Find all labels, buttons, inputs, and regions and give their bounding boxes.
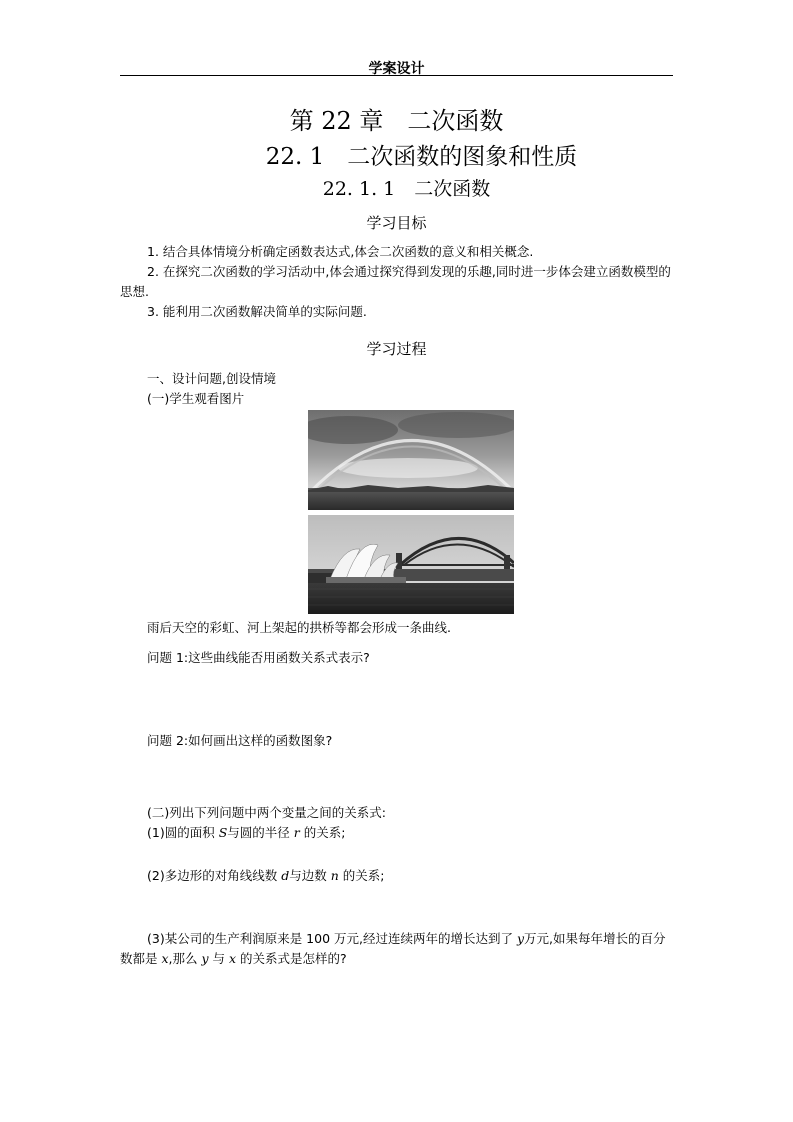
question1-block (120, 648, 673, 668)
question-2: 问题 2:如何画出这样的函数图象? (147, 733, 333, 748)
question2-block (120, 731, 673, 751)
objective-item: 1. 结合具体情境分析确定函数表达式,体会二次函数的意义和相关概念. (147, 244, 534, 259)
variable-x: x (161, 951, 169, 966)
sub2-title: (二)列出下列问题中两个变量之间的关系式: (147, 805, 386, 820)
variable-r: r (293, 825, 300, 840)
relation-item-2: (2)多边形的对角线线数 d与边数 n 的关系; (147, 868, 385, 883)
objective-item: 3. 能利用二次函数解决简单的实际问题. (147, 304, 367, 319)
relation-item-1: (1)圆的面积 S与圆的半径 r 的关系; (147, 825, 346, 840)
rainbow-photo (308, 410, 514, 510)
question-1: 问题 1:这些曲线能否用函数关系式表示? (147, 650, 370, 665)
relation-item-3: (3)某公司的生产利润原来是 100 万元,经过连续两年的增长达到了 y万元,如果每年增长的百分数都是 x,那么 y 与 x 的关系式是怎样的? (120, 931, 666, 966)
page-header-label: 学案设计 (368, 61, 425, 77)
bridge-photo (308, 515, 514, 614)
process-heading: 学习过程 (366, 340, 427, 358)
objectives-list (120, 242, 673, 322)
header-divider (120, 75, 673, 76)
variable-s: S (218, 825, 228, 840)
caption-block (120, 618, 673, 638)
part1-block (120, 369, 673, 409)
variable-n: n (330, 868, 339, 883)
chapter-title: 第 22 章 二次函数 (289, 107, 504, 135)
variable-y: y (516, 931, 525, 946)
item2-block (120, 866, 673, 886)
variable-y: y (201, 951, 209, 966)
variable-d: d (281, 868, 290, 883)
section-title: 22. 1 二次函数的图象和性质 (265, 144, 578, 170)
objective-item: 2. 在探究二次函数的学习活动中,体会通过探究得到发现的乐趣,同时进一步体会建立函数模型的思想. (120, 264, 671, 299)
variable-x: x (229, 951, 237, 966)
part2-block (120, 803, 673, 843)
subsection-title: 22. 1. 1 二次函数 (322, 178, 491, 200)
photo-caption: 雨后天空的彩虹、河上架起的拱桥等都会形成一条曲线. (147, 620, 451, 635)
sub1-title: (一)学生观看图片 (147, 391, 245, 406)
item3-block (120, 929, 673, 969)
part1-title: 一、设计问题,创设情境 (147, 371, 276, 386)
objectives-heading: 学习目标 (366, 214, 427, 232)
